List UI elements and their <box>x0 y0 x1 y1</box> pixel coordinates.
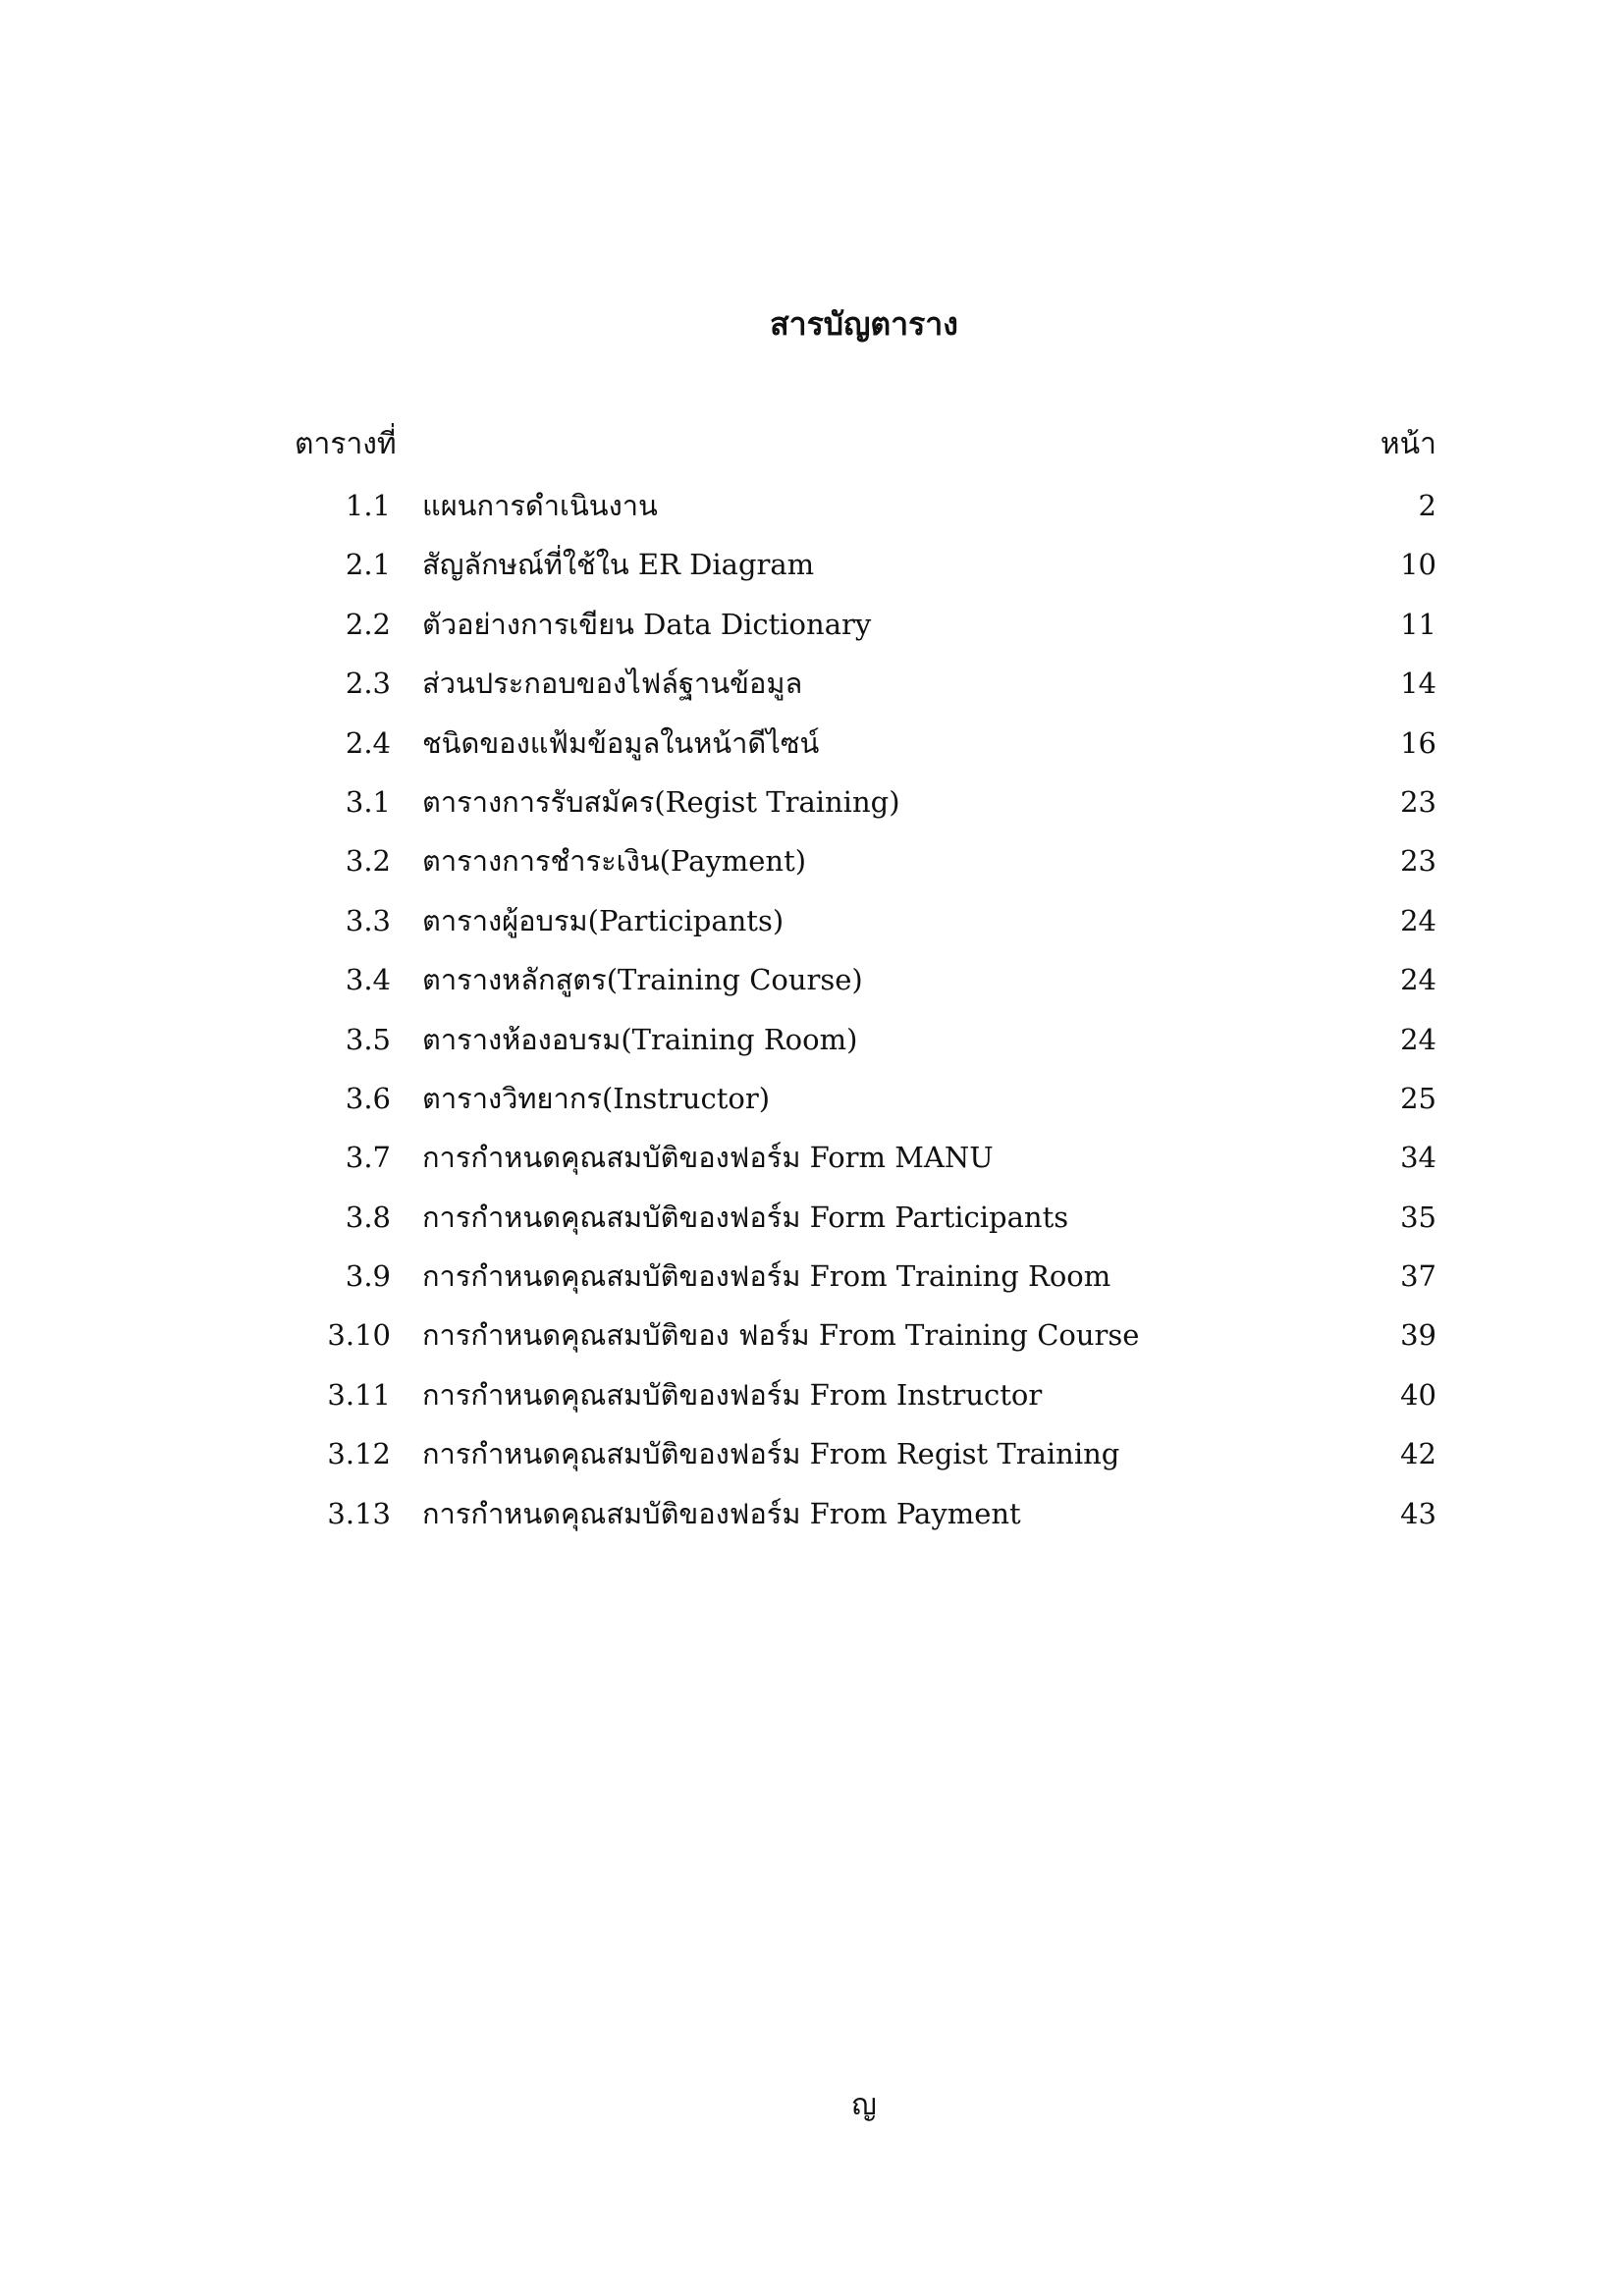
toc-entry-label: การกำหนดคุณสมบัติของฟอร์ม From Payment <box>422 1496 1021 1530</box>
toc-entry <box>295 1015 1436 1074</box>
toc-entry <box>295 1429 1436 1488</box>
toc-entry-page: 39 <box>1400 1318 1436 1353</box>
toc-entry-number: 3.10 <box>327 1318 391 1353</box>
toc-entry-number: 1.1 <box>345 489 391 522</box>
toc-entry <box>295 540 1436 599</box>
toc-entry-number: 2.3 <box>345 667 391 701</box>
toc-entry-label: สัญลักษณ์ที่ใช้ใน ER Diagram <box>422 548 815 582</box>
toc-entry-page: 14 <box>1400 667 1436 701</box>
toc-entry-label: ตัวอย่างการเขียน Data Dictionary <box>422 607 872 641</box>
toc-entry <box>295 600 1436 659</box>
toc-entry <box>295 1370 1436 1429</box>
table-of-tables-list <box>295 481 1436 1548</box>
toc-entry-number: 2.2 <box>345 607 391 641</box>
toc-entry-page: 23 <box>1400 844 1436 879</box>
toc-entry <box>295 896 1436 955</box>
toc-entry <box>295 1193 1436 1252</box>
toc-entry <box>295 955 1436 1014</box>
toc-entry-number: 3.1 <box>345 784 391 819</box>
toc-entry-number: 3.11 <box>327 1377 391 1412</box>
toc-entry-page: 43 <box>1400 1496 1436 1530</box>
toc-entry-number: 3.5 <box>345 1022 391 1056</box>
toc-entry <box>295 1133 1436 1192</box>
toc-entry-page: 23 <box>1400 784 1436 819</box>
toc-entry-label: ตารางการชำระเงิน(Payment) <box>422 844 807 879</box>
toc-entry-label: การกำหนดคุณสมบัติของฟอร์ม Form Participants <box>422 1200 1069 1234</box>
toc-entry-label: ตารางวิทยากร(Instructor) <box>422 1081 771 1115</box>
toc-entry-label: แผนการดำเนินงาน <box>422 489 658 522</box>
toc-entry-page: 10 <box>1400 548 1436 582</box>
toc-entry-number: 3.2 <box>345 844 391 879</box>
toc-entry-page: 24 <box>1400 903 1436 937</box>
toc-entry-label: ตารางการรับสมัคร(Regist Training) <box>422 784 900 819</box>
toc-entry-page: 25 <box>1400 1081 1436 1115</box>
toc-entry <box>295 777 1436 836</box>
toc-entry-number: 3.13 <box>327 1496 391 1530</box>
toc-entry-page: 37 <box>1400 1259 1436 1294</box>
toc-entry-number: 2.4 <box>345 725 391 760</box>
toc-entry-label: การกำหนดคุณสมบัติของฟอร์ม From Training Room <box>422 1259 1111 1294</box>
toc-entry-number: 3.9 <box>345 1259 391 1294</box>
toc-entry-number: 3.4 <box>345 963 391 997</box>
toc-entry-page: 35 <box>1400 1200 1436 1234</box>
toc-entry-page: 34 <box>1400 1141 1436 1175</box>
toc-entry <box>295 719 1436 777</box>
toc-entry <box>295 1074 1436 1133</box>
toc-entry <box>295 659 1436 718</box>
toc-entry <box>295 1489 1436 1548</box>
toc-entry-number: 3.7 <box>345 1141 391 1175</box>
toc-entry-number: 2.1 <box>345 548 391 582</box>
page-column-header: หน้า <box>1380 427 1436 461</box>
toc-entry-number: 3.3 <box>345 903 391 937</box>
toc-entry <box>295 481 1436 540</box>
toc-entry-label: ตารางห้องอบรม(Training Room) <box>422 1022 858 1056</box>
toc-entry-label: ส่วนประกอบของไฟล์ฐานข้อมูล <box>422 667 803 701</box>
toc-entry-page: 2 <box>1418 489 1436 522</box>
toc-entry-page: 24 <box>1400 1022 1436 1056</box>
toc-entry-number: 3.12 <box>327 1437 391 1471</box>
toc-entry-page: 16 <box>1400 725 1436 760</box>
toc-entry-label: ชนิดของแฟ้มข้อมูลในหน้าดีไซน์ <box>422 725 820 760</box>
table-number-column-header: ตารางที่ <box>295 427 397 461</box>
toc-entry-label: ตารางผู้อบรม(Participants) <box>422 903 785 937</box>
toc-entry-page: 40 <box>1400 1377 1436 1412</box>
toc-entry-page: 42 <box>1400 1437 1436 1471</box>
toc-entry-label: การกำหนดคุณสมบัติของฟอร์ม Form MANU <box>422 1141 994 1175</box>
toc-entry <box>295 1310 1436 1369</box>
toc-entry-number: 3.6 <box>345 1081 391 1115</box>
toc-entry-label: การกำหนดคุณสมบัติของฟอร์ม From Regist Training <box>422 1437 1120 1471</box>
page-title: สารบัญตาราง <box>770 305 958 343</box>
toc-entry <box>295 1252 1436 1310</box>
toc-entry-label: ตารางหลักสูตร(Training Course) <box>422 963 863 997</box>
toc-entry-label: การกำหนดคุณสมบัติของ ฟอร์ม From Training Course <box>422 1318 1140 1353</box>
page-number-marker: ญ <box>851 2088 877 2122</box>
toc-entry-page: 24 <box>1400 963 1436 997</box>
toc-entry-number: 3.8 <box>345 1200 391 1234</box>
toc-entry <box>295 836 1436 895</box>
toc-entry-label: การกำหนดคุณสมบัติของฟอร์ม From Instructor <box>422 1377 1043 1412</box>
toc-entry-page: 11 <box>1400 607 1436 641</box>
